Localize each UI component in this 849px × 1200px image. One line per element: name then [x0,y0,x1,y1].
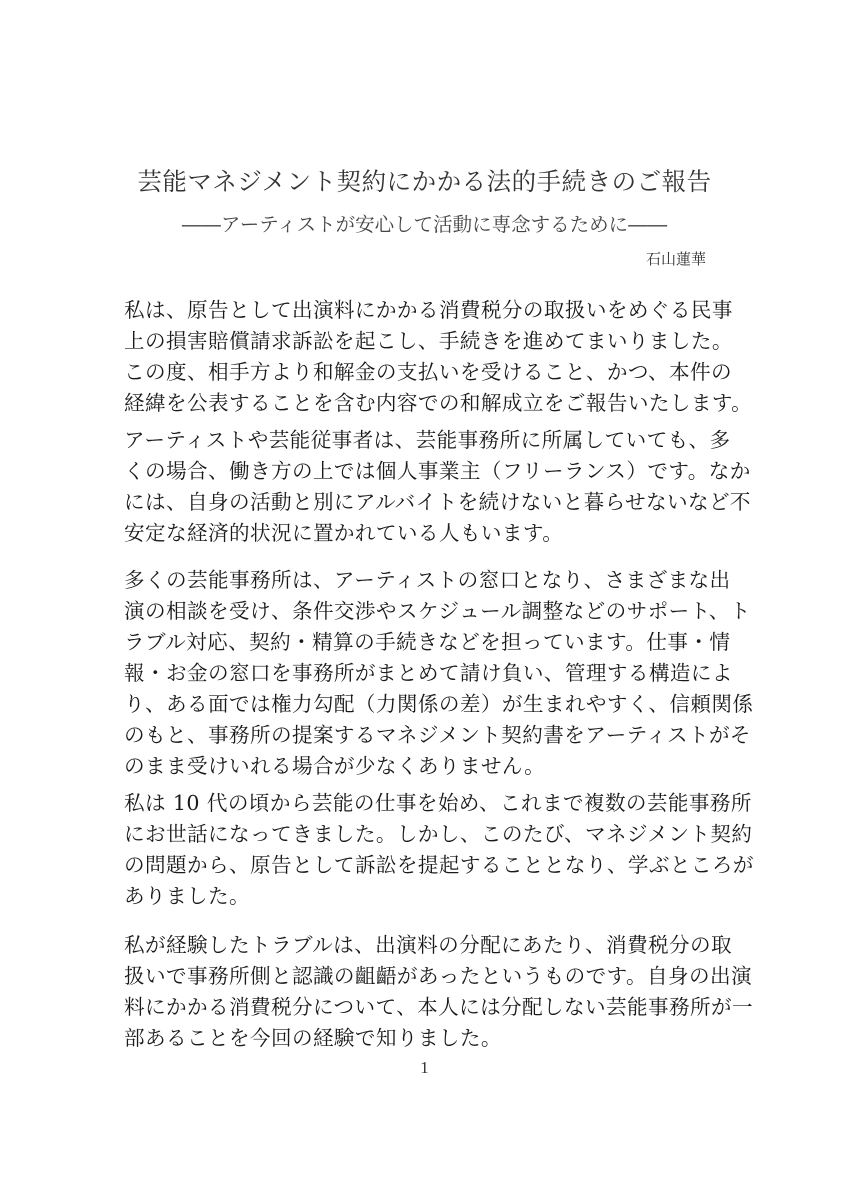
paragraph-line: 多くの芸能事務所は、アーティストの窓口となり、さまざまな出 [124,568,731,592]
paragraph-line: り、ある面では権力勾配（力関係の差）が生まれやすく、信頼関係 [124,692,754,716]
paragraph-line: 経緯を公表することを含む内容での和解成立をご報告いたします。 [124,391,753,415]
page-number: 1 [420,1058,429,1077]
paragraph-line: 私は、原告として出演料にかかる消費税分の取扱いをめぐる民事 [124,298,733,322]
paragraph-line: 私が経験したトラブルは、出演料の分配にあたり、消費税分の取 [124,933,732,957]
paragraph-line: ラブル対応、契約・精算の手続きなどを担っています。仕事・情 [124,630,731,654]
document-subtitle: ――アーティストが安心して活動に専念するために―― [181,213,668,236]
paragraph-1 [124,295,753,419]
paragraph-line: のもと、事務所の提案するマネジメント契約書をアーティストがそ [124,723,751,747]
paragraph-line: 部あることを今回の経験で知りました。 [124,1026,502,1050]
paragraph-5 [124,930,753,1054]
paragraph-line: の問題から、原告として訴訟を提起することとなり、学ぶところが [124,853,754,877]
paragraph-3 [124,565,754,782]
paragraph-line: アーティストや芸能従事者は、芸能事務所に所属していても、多 [124,428,731,452]
paragraph-line: この度、相手方より和解金の支払いを受けること、かつ、本件の [124,360,732,384]
paragraph-line: 報・お金の窓口を事務所がまとめて請け負い、管理する構造によ [124,661,733,685]
paragraph-line: 演の相談を受け、条件交渉やスケジュール調整などのサポート、ト [124,599,751,623]
paragraph-2 [124,425,751,549]
paragraph-line: にお世話になってきました。しかし、このたび、マネジメント契約 [124,822,753,846]
document-title: 芸能マネジメント契約にかかる法的手続きのご報告 [137,167,712,196]
paragraph-line: には、自身の活動と別にアルバイトを続けないと暮らせないなど不 [124,490,751,514]
paragraph-line: 上の損害賠償請求訴訟を起こし、手続きを進めてまいりました。 [124,329,733,353]
paragraph-line: 私は 10 代の頃から芸能の仕事を始め、これまで複数の芸能事務所 [124,791,752,815]
paragraph-line: 料にかかる消費税分について、本人には分配しない芸能事務所が一 [124,995,753,1019]
paragraph-4 [124,788,754,912]
author-name: 石山蓮華 [646,250,707,268]
paragraph-line: のまま受けいれる場合が少なくありません。 [124,754,546,778]
paragraph-line: くの場合、働き方の上では個人事業主（フリーランス）です。なか [124,459,751,483]
paragraph-line: ありました。 [124,884,250,908]
paragraph-line: 扱いで事務所側と認識の齟齬があったというものです。自身の出演 [124,964,752,988]
paragraph-line: 安定な経済的状況に置かれている人もいます。 [124,521,564,545]
